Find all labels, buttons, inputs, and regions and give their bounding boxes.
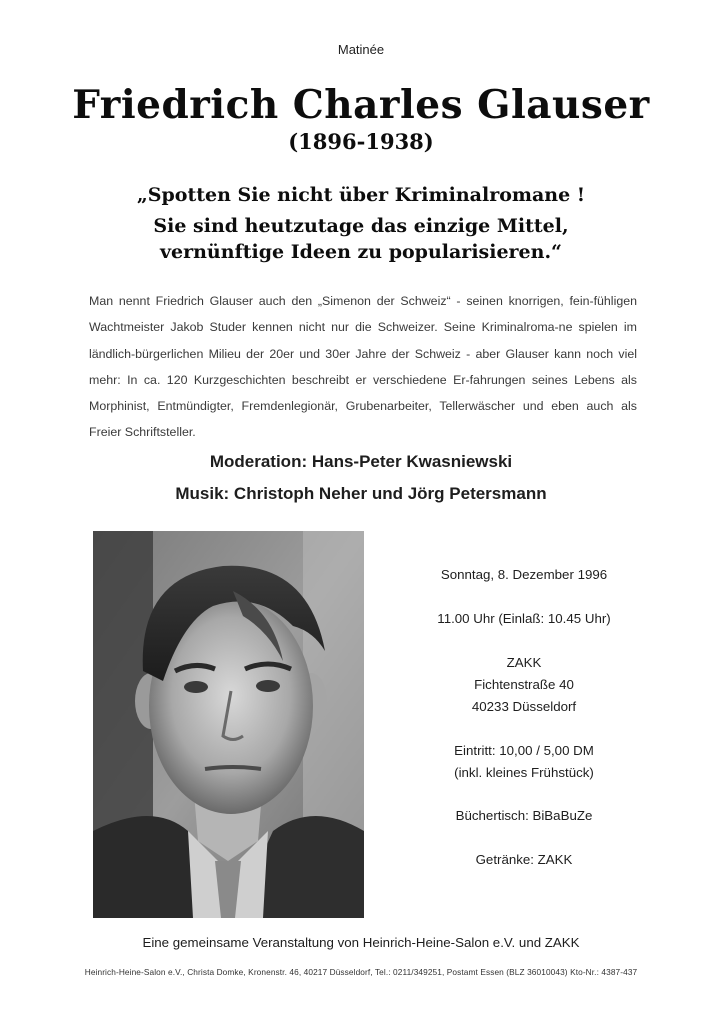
quote-line-2: Sie sind heutzutage das einzige Mittel, — [153, 215, 569, 237]
venue-city: 40233 Düsseldorf — [471, 699, 577, 714]
quote-line-3: vernünftige Ideen zu popularisieren.“ — [159, 241, 562, 263]
music-credit: Musik: Christoph Neher und Jörg Petersmann — [175, 484, 547, 503]
admission-note: (inkl. kleines Frühstück) — [454, 765, 594, 780]
page-title: Friedrich Charles Glauser — [72, 82, 650, 128]
admission-price: Eintritt: 10,00 / 5,00 DM — [454, 743, 594, 758]
organizer-address: Heinrich-Heine-Salon e.V., Christa Domke, Kronenstr. 46, 40217 Düsseldorf, Tel.: 0211/349251, Postamt Essen (BLZ 36010043) Kto-Nr.: 4387-437 — [84, 967, 638, 977]
drinks-info: Getränke: ZAKK — [475, 852, 573, 867]
event-date: Sonntag, 8. Dezember 1996 — [440, 567, 608, 582]
book-table: Büchertisch: BiBaBuZe — [455, 808, 593, 823]
quote-line-1: „Spotten Sie nicht über Kriminalromane ! — [136, 184, 586, 206]
life-years: (1896-1938) — [288, 129, 434, 154]
event-time: 11.00 Uhr (Einlaß: 10.45 Uhr) — [437, 611, 611, 626]
description-paragraph: Man nennt Friedrich Glauser auch den „Simenon der Schweiz“ - seinen knorrigen, fein-fühligen Wachtmeister Jakob Studer kennen nicht nur die Schweizer. Seine Kriminalroma-ne spielen im ländlich-bürgerlichen Milieu der 20er und 30er Jahre der Schweiz - aber Glauser kann noch viel mehr: In ca. 120 Kurzgeschichten beschreibt er verschiedene Er-fahrungen seines Lebens als Morphinist, Entmündigter, Fremdenlegionär, Grubenarbeiter, Tellerwäscher und eben auch als Freier Schriftsteller. — [89, 294, 637, 440]
portrait-image — [93, 531, 364, 918]
venue-name: ZAKK — [506, 655, 542, 670]
organizers-line: Eine gemeinsame Veranstaltung von Heinrich-Heine-Salon e.V. und ZAKK — [142, 935, 580, 950]
event-type-label: Matinée — [337, 42, 385, 57]
moderation-credit: Moderation: Hans-Peter Kwasniewski — [209, 452, 513, 471]
portrait-photo — [93, 531, 364, 918]
venue-street: Fichtenstraße 40 — [474, 677, 574, 692]
